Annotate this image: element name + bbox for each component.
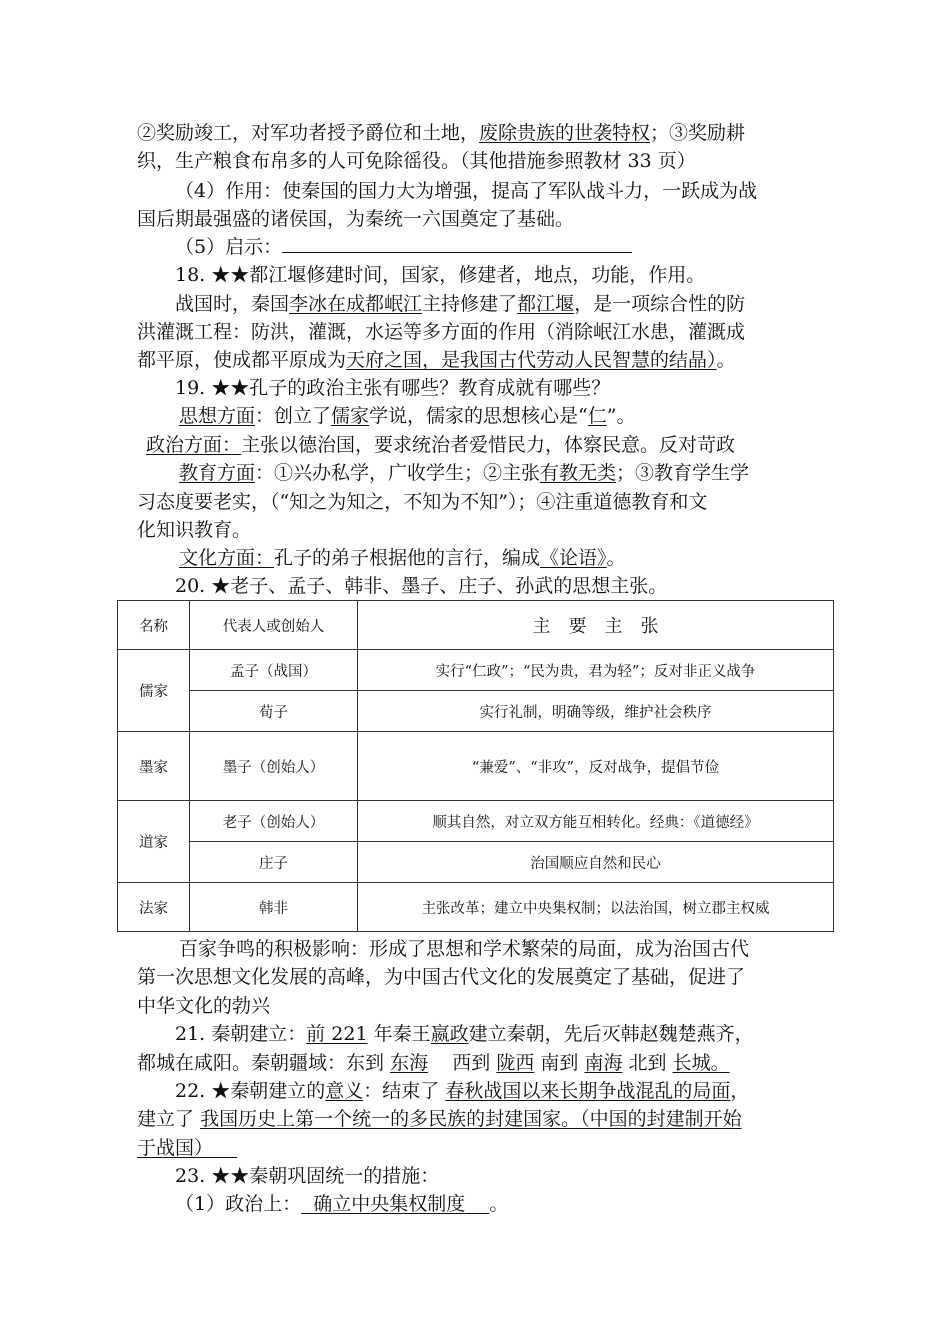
table-header-row [118, 601, 834, 650]
text-line: 第一次思想文化发展的高峰，为中国古代文化的发展奠定了基础，促进了 [137, 966, 746, 988]
text-line: 都城在咸阳。秦朝疆域：东到 东海 西到 陇西 南到 南海 北到 长城。 [137, 1052, 730, 1074]
table-row [118, 842, 834, 883]
idea-cell: 实行礼制，明确等级，维护社会秩序 [358, 691, 834, 732]
school-cell: 道家 [118, 801, 190, 883]
person-cell: 孟子（战国） [190, 650, 358, 691]
person-cell: 韩非 [190, 883, 358, 932]
school-cell: 儒家 [118, 650, 190, 732]
idea-cell: 主张改革；建立中央集权制；以法治国，树立郡主权威 [358, 883, 834, 932]
text-line: 于战国） [137, 1137, 214, 1159]
text-line: 教育方面：①兴办私学，广收学生；②主张有教无类；③教育学生学 [179, 462, 750, 484]
question-heading: 21. 秦朝建立：前 221 年秦王嬴政建立秦朝，先后灭韩赵魏楚燕齐， [175, 1023, 754, 1045]
text-line: 百家争鸣的积极影响：形成了思想和学术繁荣的局面，成为治国古代 [179, 938, 750, 960]
person-cell: 荀子 [190, 691, 358, 732]
text-line: 化知识教育。 [137, 519, 252, 541]
text-line: ②奖励竣工，对军功者授予爵位和土地，废除贵族的世袭特权；③奖励耕 [137, 122, 746, 144]
table-row [118, 883, 834, 932]
question-heading: 22. ★秦朝建立的意义：结束了 春秋战国以来长期争战混乱的局面， [175, 1080, 750, 1102]
header-cell: 主 要 主 张 [358, 601, 834, 650]
question-heading: 18. ★★都江堰修建时间，国家，修建者，地点，功能，作用。 [175, 264, 706, 286]
person-cell: 庄子 [190, 842, 358, 883]
question-heading: 23. ★★秦朝巩固统一的措施： [175, 1165, 440, 1187]
person-cell: 老子（创始人） [190, 801, 358, 842]
text-line: 战国时，秦国李冰在成都岷江主持修建了都江堰，是一项综合性的防 [175, 293, 746, 315]
header-cell: 代表人或创始人 [190, 601, 358, 650]
text-line: 习态度要老实，（“知之为知之，不知为不知”）；④注重道德教育和文 [137, 491, 708, 513]
table-row [118, 801, 834, 842]
idea-cell: 顺其自然，对立双方能互相转化。经典：《道德经》 [358, 801, 834, 842]
text-line: 建立了 我国历史上第一个统一的多民族的封建国家。（中国的封建制开始 [137, 1108, 742, 1130]
table-row [118, 732, 834, 801]
answer-blank[interactable] [282, 234, 632, 253]
text-line: 都平原，使成都平原成为天府之国，是我国古代劳动人民智慧的结晶）。 [137, 349, 736, 371]
idea-cell: 治国顺应自然和民心 [358, 842, 834, 883]
idea-cell: 实行“仁政”；“民为贵，君为轻”；反对非正义战争 [358, 650, 834, 691]
table-row [118, 691, 834, 732]
text-line: （4）作用：使秦国的国力大为增强，提高了军队战斗力，一跃成为战 [175, 180, 758, 202]
text-line: （1）政治上： 确立中央集权制度 。 [175, 1193, 509, 1215]
text-line: （5）启示： [175, 234, 632, 260]
header-cell: 名称 [118, 601, 190, 650]
text-line: 文化方面：孔子的弟子根据他的言行，编成《论语》。 [179, 547, 626, 569]
table-row [118, 650, 834, 691]
school-cell: 法家 [118, 883, 190, 932]
schools-table [117, 600, 834, 932]
text-line: 中华文化的勃兴 [137, 995, 271, 1017]
question-heading: 20. ★老子、孟子、韩非、墨子、庄子、孙武的思想主张。 [175, 575, 668, 597]
idea-cell: “兼爱”、“非攻”，反对战争，提倡节俭 [358, 732, 834, 801]
text-line: 国后期最强盛的诸侯国，为秦统一六国奠定了基础。 [137, 208, 575, 230]
question-heading: 19. ★★孔子的政治主张有哪些？教育成就有哪些？ [175, 377, 611, 399]
text-line: 织，生产粮食布帛多的人可免除徭役。（其他措施参照教材 33 页） [137, 150, 696, 172]
text-line: 洪灌溉工程：防洪，灌溉，水运等多方面的作用（消除岷江水患，灌溉成 [137, 321, 746, 343]
school-cell: 墨家 [118, 732, 190, 801]
person-cell: 墨子（创始人） [190, 732, 358, 801]
text-line: 思想方面：创立了儒家学说，儒家的思想核心是“仁”。 [179, 405, 636, 427]
text-line: 政治方面：主张以德治国，要求统治者爱惜民力，体察民意。反对苛政 [146, 434, 736, 456]
